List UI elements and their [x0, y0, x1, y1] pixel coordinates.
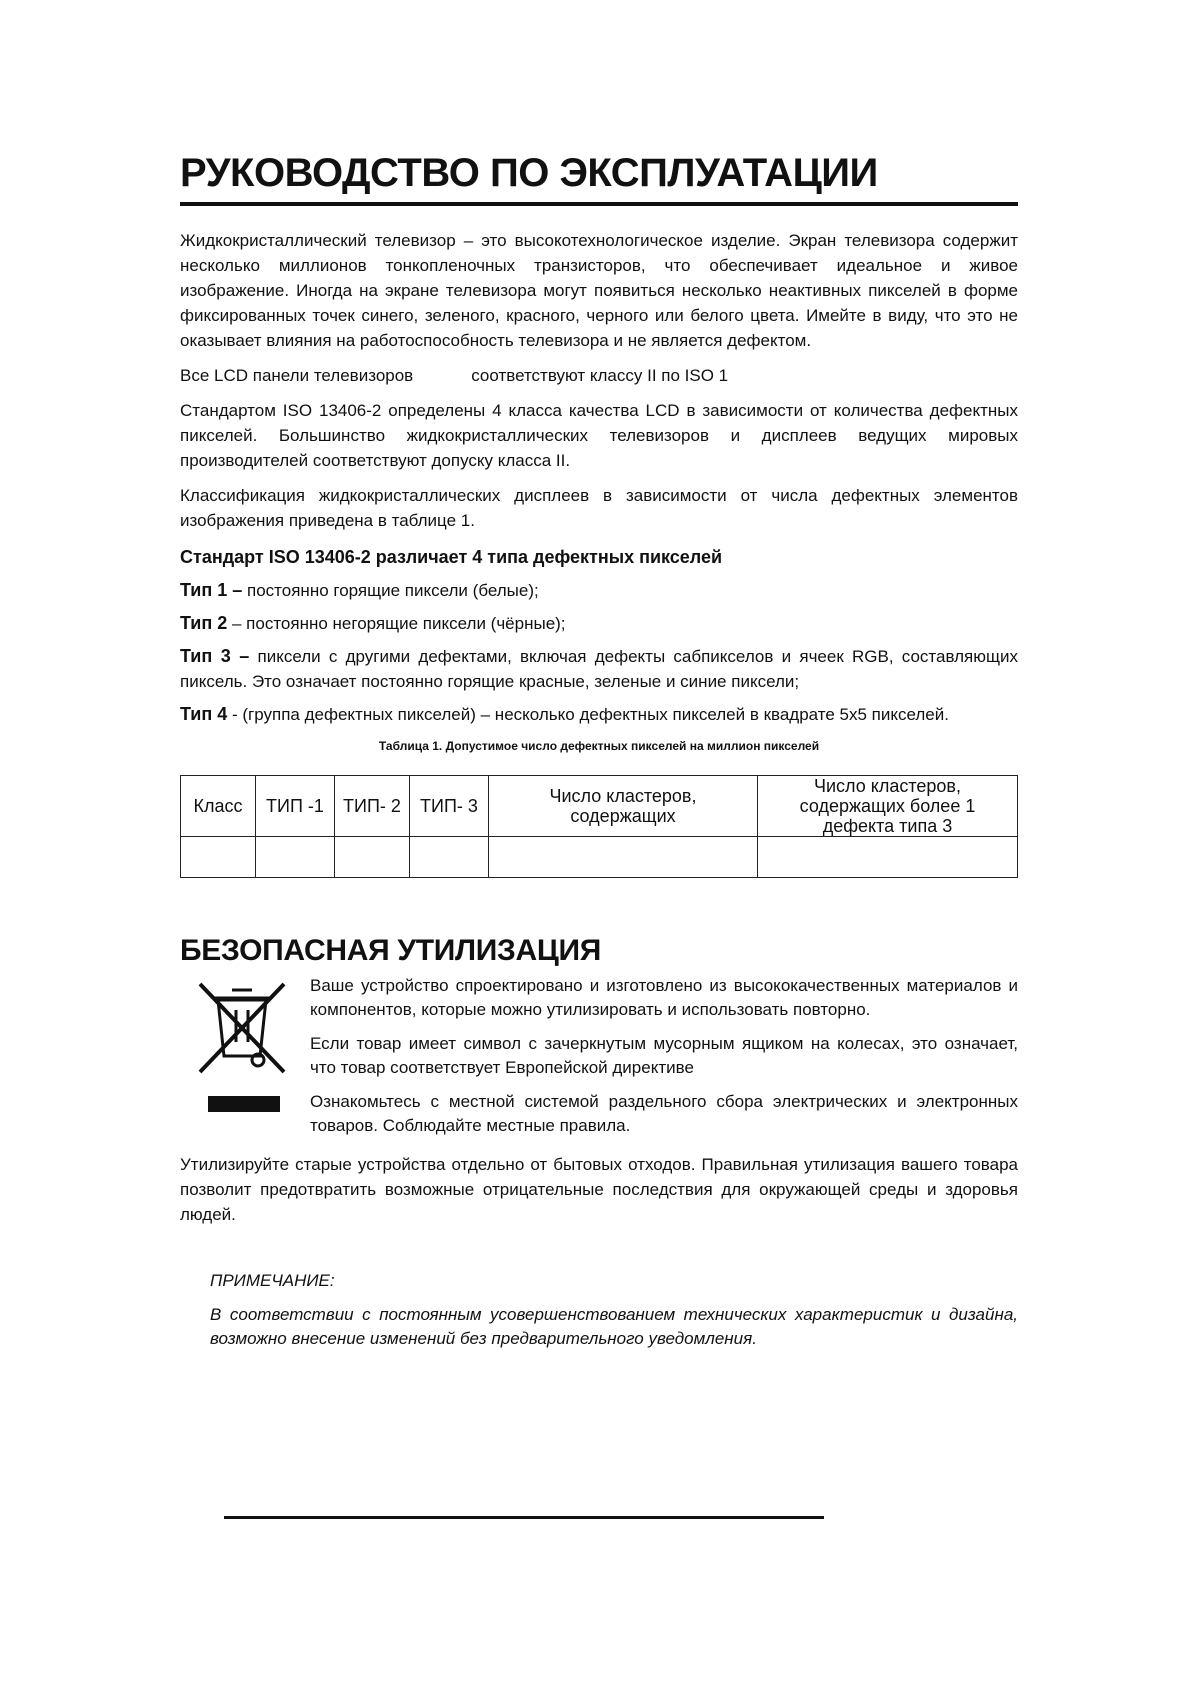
type-label: Тип 4 [180, 704, 228, 724]
table-header-cell: ТИП- 3 [410, 776, 489, 837]
type-text: пиксели с другими дефектами, включая дефекты сабпикселов и ячеек RGB, составляющих пиксель. Это означает постоянно горящие красные, зеленые и синие пиксели; [180, 647, 1018, 691]
footer-line [224, 1516, 824, 1519]
table-header-cell: Класс [181, 776, 256, 837]
note-text: В соответствии с постоянным усовершенствованием технических характеристик и дизайна, возможно внесение изменений без предварительного уведомления. [210, 1305, 1018, 1348]
types-heading: Стандарт ISO 13406-2 различает 4 типа дефектных пикселей [180, 547, 723, 567]
type-item [180, 702, 1018, 727]
table-cell [256, 837, 335, 878]
table-cell [758, 837, 1018, 878]
table-cell [335, 837, 410, 878]
disposal-paragraph: Если товар имеет символ с зачеркнутым мусорным ящиком на колесах, это означает, что товар соответствует Европейской директиве [310, 1034, 1018, 1077]
disposal-paragraph: Ознакомьтесь с местной системой раздельного сбора электрических и электронных товаров. Соблюдайте местные правила. [310, 1092, 1018, 1135]
table-row [181, 837, 1018, 878]
standard-paragraph: Стандартом ISO 13406-2 определены 4 класса качества LCD в зависимости от количества дефектных пикселей. Большинство жидкокристаллических телевизоров и дисплеев ведущих мировых производителей соответствуют допуску класса II. [180, 401, 1018, 470]
disposal-text [310, 974, 1018, 1138]
table-header-cell: ТИП- 2 [335, 776, 410, 837]
table-header-cell: Число кластеров, содержащих более 1 дефекта типа 3 [758, 776, 1018, 837]
type-item [180, 611, 1018, 636]
disposal-after-paragraph: Утилизируйте старые устройства отдельно от бытовых отходов. Правильная утилизация вашего товара позволит предотвратить возможные отрицательные последствия для окружающей среды и здоровья людей. [180, 1155, 1018, 1224]
type-label: Тип 2 [180, 613, 228, 633]
intro-paragraph: Жидкокристаллический телевизор – это высокотехнологическое изделие. Экран телевизора содержит несколько миллионов тонкопленочных транзисторов, что обеспечивает идеальное и живое изображение. Иногда на экране телевизора могут появиться несколько неактивных пикселей в форме фиксированных точек синего, зеленого, красного, черного или белого цвета. Имейте в виду, что это не оказывает влияния на работоспособность телевизора и не является дефектом. [180, 231, 1018, 350]
type-item [180, 644, 1018, 694]
lcd-class-line [180, 363, 1018, 388]
type-label: Тип 1 – [180, 580, 243, 600]
page-title: РУКОВОДСТВО ПО ЭКСПЛУАТАЦИИ [180, 150, 1018, 206]
type-text: - (группа дефектных пикселей) – несколько дефектных пикселей в квадрате 5х5 пикселей. [232, 705, 949, 724]
disposal-section [180, 974, 1018, 1152]
note-block [210, 1269, 1018, 1351]
defect-table [180, 775, 1018, 878]
lcd-class-right: соответствуют классу II по ISO 1 [471, 366, 729, 385]
disposal-paragraph: Ваше устройство спроектировано и изготовлено из высококачественных материалов и компонентов, которые можно утилизировать и использовать повторно. [310, 976, 1018, 1019]
table-header-row [181, 776, 1018, 837]
table-cell [181, 837, 256, 878]
manual-page [180, 150, 1018, 1351]
type-label: Тип 3 – [180, 646, 250, 666]
table-header-cell: ТИП -1 [256, 776, 335, 837]
type-text: постоянно горящие пиксели (белые); [247, 581, 539, 600]
bin-underline-bar [208, 1096, 280, 1112]
crossed-out-wheelie-bin-icon [192, 980, 292, 1075]
type-item [180, 578, 1018, 603]
table-cell [410, 837, 489, 878]
table-caption: Таблица 1. Допустимое число дефектных пикселей на миллион пикселей [378, 739, 820, 753]
note-label: ПРИМЕЧАНИЕ: [210, 1271, 335, 1290]
type-text: – постоянно негорящие пиксели (чёрные); [232, 614, 566, 633]
lcd-class-left: Все LCD панели телевизоров [180, 366, 414, 385]
table-cell [489, 837, 758, 878]
classification-paragraph: Классификация жидкокристаллических дисплеев в зависимости от числа дефектных элементов изображения приведена в таблице 1. [180, 486, 1018, 530]
table-header-cell: Число кластеров, содержащих [489, 776, 758, 837]
disposal-title: БЕЗОПАСНАЯ УТИЛИЗАЦИЯ [180, 934, 602, 967]
